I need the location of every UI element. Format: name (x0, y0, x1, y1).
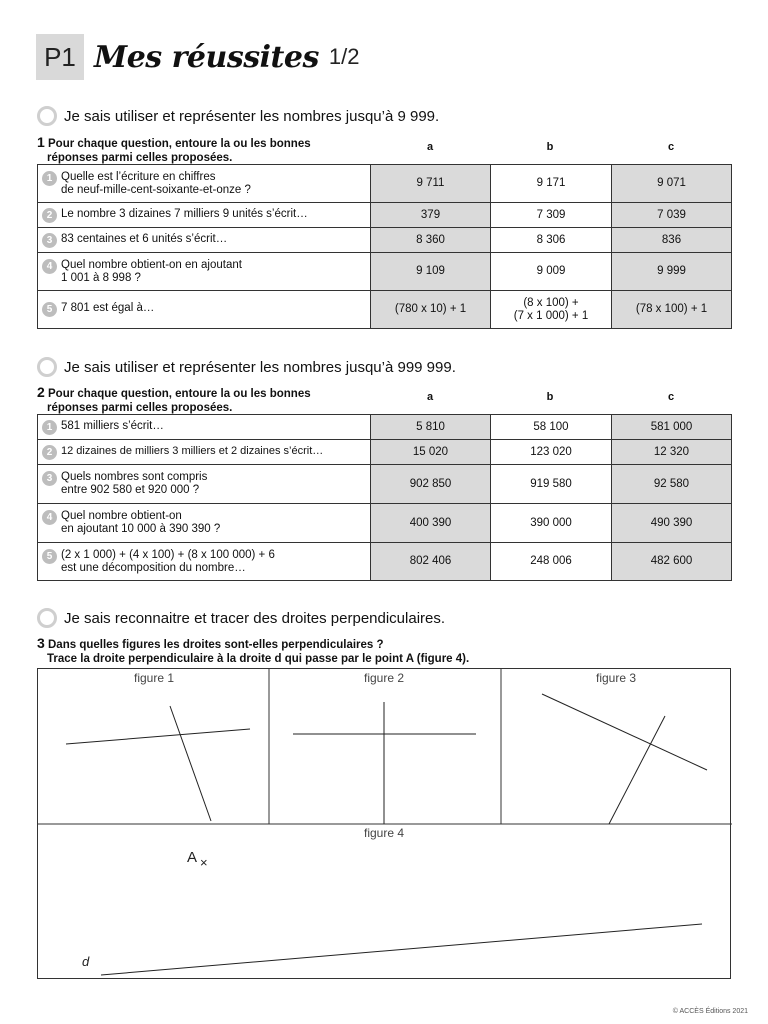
answer-b[interactable]: 9 009 (491, 253, 612, 291)
exercise-2-number: 2 (37, 384, 45, 400)
exercise-1-number: 1 (37, 134, 45, 150)
question-number-icon: 4 (42, 510, 57, 525)
exercise-3-instruction-line2: Trace la droite perpendiculaire à la droite d qui passe par le point A (figure 4). (47, 653, 470, 665)
table-row (38, 291, 732, 329)
question-cell (38, 203, 371, 228)
answer-a[interactable]: 379 (371, 203, 491, 228)
page-header (36, 34, 359, 80)
figure-3-line-2 (609, 716, 665, 824)
checkbox-circle-icon[interactable] (37, 357, 57, 377)
answer-a[interactable]: 802 406 (371, 543, 491, 581)
answer-c[interactable]: 92 580 (612, 465, 732, 504)
point-a-label: A (187, 849, 198, 866)
answer-c[interactable]: 490 390 (612, 504, 732, 543)
answer-b-line1: (8 x 100) + (523, 296, 579, 309)
line-d-label: d (82, 954, 90, 969)
figures-drawing (38, 669, 732, 980)
question-text: Le nombre 3 dizaines 7 milliers 9 unités s’écrit… (61, 207, 308, 220)
exercise-2-col-c: c (667, 391, 675, 403)
question-number-icon: 2 (42, 208, 57, 223)
figure-1-label: figure 1 (133, 671, 175, 685)
table-row (38, 165, 732, 203)
answer-a[interactable]: 400 390 (371, 504, 491, 543)
question-text: Quel nombre obtient-on en ajoutant (61, 258, 242, 271)
line-d[interactable] (101, 924, 702, 975)
question-cell (38, 440, 371, 465)
question-cell (38, 165, 371, 203)
answer-a[interactable]: 5 810 (371, 415, 491, 440)
question-cell (38, 228, 371, 253)
section-2-heading (37, 357, 456, 377)
question-text: Quel nombre obtient-on (61, 510, 182, 522)
checkbox-circle-icon[interactable] (37, 608, 57, 628)
question-text: de neuf-mille-cent-soixante-et-onze ? (61, 183, 251, 196)
exercise-3-number: 3 (37, 635, 45, 651)
table-row (38, 504, 732, 543)
question-number-icon: 3 (42, 233, 57, 248)
page-badge: P1 (36, 34, 84, 80)
question-cell (38, 543, 371, 581)
answer-a[interactable]: 9 109 (371, 253, 491, 291)
answer-c[interactable]: (78 x 100) + 1 (612, 291, 732, 329)
answer-a[interactable]: 9 711 (371, 165, 491, 203)
figure-3-line-1 (542, 694, 707, 770)
question-text: en ajoutant 10 000 à 390 390 ? (61, 523, 221, 535)
copyright-credit: © ACCÈS Éditions 2021 (672, 1008, 748, 1015)
exercise-2-instruction-line1: Pour chaque question, entoure la ou les bonnes (48, 388, 311, 400)
table-row (38, 203, 732, 228)
exercise-3-instruction-line1: Dans quelles figures les droites sont-elles perpendiculaires ? (48, 639, 384, 651)
question-number-icon: 1 (42, 420, 57, 435)
answer-c[interactable]: 836 (612, 228, 732, 253)
exercise-1-instruction (37, 135, 367, 165)
exercise-2-instruction-line2: réponses parmi celles proposées. (47, 402, 233, 414)
exercise-2-instruction (37, 385, 367, 415)
figure-4-label: figure 4 (363, 826, 405, 840)
exercise-1-col-a: a (426, 141, 434, 153)
exercise-1-instruction-line1: Pour chaque question, entoure la ou les bonnes (48, 138, 311, 150)
answer-c[interactable]: 581 000 (612, 415, 732, 440)
checkbox-circle-icon[interactable] (37, 106, 57, 126)
question-text: 7 801 est égal à… (61, 302, 155, 314)
table-row (38, 228, 732, 253)
section-3-heading-text: Je sais reconnaitre et tracer des droites perpendiculaires. (64, 609, 446, 627)
exercise-1-table (37, 164, 732, 329)
page-fraction: 1/2 (328, 44, 360, 69)
answer-c[interactable]: 9 071 (612, 165, 732, 203)
exercise-2-col-b: b (546, 391, 554, 403)
table-row (38, 253, 732, 291)
exercise-2-table (37, 414, 732, 581)
answer-b[interactable]: 123 020 (491, 440, 612, 465)
question-text: (2 x 1 000) + (4 x 100) + (8 x 100 000) + 6 (61, 548, 275, 561)
question-number-icon: 3 (42, 471, 57, 486)
question-cell (38, 291, 371, 329)
exercise-1-col-c: c (667, 141, 675, 153)
section-3-heading (37, 608, 445, 628)
answer-b[interactable]: 9 171 (491, 165, 612, 203)
section-2-heading-text: Je sais utiliser et représenter les nombres jusqu’à 999 999. (64, 358, 456, 376)
question-text: entre 902 580 et 920 000 ? (61, 484, 200, 496)
question-number-icon: 2 (42, 445, 57, 460)
figures-area (37, 668, 731, 979)
question-cell (38, 253, 371, 291)
question-text: est une décomposition du nombre… (61, 561, 246, 574)
answer-a[interactable]: 902 850 (371, 465, 491, 504)
exercise-3-instruction (37, 636, 737, 666)
table-row (38, 543, 732, 581)
page-title: Mes réussites (94, 39, 319, 75)
answer-b[interactable]: 8 306 (491, 228, 612, 253)
question-number-icon: 1 (42, 171, 57, 186)
question-text: Quels nombres sont compris (61, 471, 208, 483)
question-text: 581 milliers s’écrit… (61, 419, 164, 432)
table-row (38, 465, 732, 504)
exercise-2-col-a: a (426, 391, 434, 403)
question-text: Quelle est l’écriture en chiffres (61, 170, 216, 183)
answer-a[interactable]: (780 x 10) + 1 (371, 291, 491, 329)
answer-c[interactable]: 482 600 (612, 543, 732, 581)
answer-b[interactable]: 919 580 (491, 465, 612, 504)
figure-3-label: figure 3 (595, 671, 637, 685)
question-cell (38, 504, 371, 543)
question-number-icon: 4 (42, 259, 57, 274)
question-cell (38, 415, 371, 440)
answer-b[interactable] (491, 291, 612, 329)
answer-c[interactable]: 7 039 (612, 203, 732, 228)
answer-a[interactable]: 15 020 (371, 440, 491, 465)
answer-a[interactable]: 8 360 (371, 228, 491, 253)
question-text: 12 dizaines de milliers 3 milliers et 2 dizaines s’écrit… (61, 444, 324, 457)
question-text: 1 001 à 8 998 ? (61, 271, 141, 284)
point-a-cross-icon[interactable]: × (200, 855, 208, 870)
answer-b[interactable]: 390 000 (491, 504, 612, 543)
answer-c[interactable]: 12 320 (612, 440, 732, 465)
table-row (38, 415, 732, 440)
question-cell (38, 465, 371, 504)
exercise-1-col-b: b (546, 141, 554, 153)
question-number-icon: 5 (42, 302, 57, 317)
question-text: 83 centaines et 6 unités s’écrit… (61, 232, 228, 245)
figure-1-line-2 (170, 706, 211, 821)
table-row (38, 440, 732, 465)
exercise-1-instruction-line2: réponses parmi celles proposées. (47, 152, 233, 164)
answer-b[interactable]: 248 006 (491, 543, 612, 581)
question-number-icon: 5 (42, 549, 57, 564)
figure-2-label: figure 2 (363, 671, 405, 685)
answer-b[interactable]: 58 100 (491, 415, 612, 440)
section-1-heading (37, 106, 439, 126)
answer-b-line2: (7 x 1 000) + 1 (513, 309, 589, 322)
section-1-heading-text: Je sais utiliser et représenter les nombres jusqu’à 9 999. (64, 107, 440, 125)
answer-b[interactable]: 7 309 (491, 203, 612, 228)
figure-1-line-1 (66, 729, 250, 744)
answer-c[interactable]: 9 999 (612, 253, 732, 291)
